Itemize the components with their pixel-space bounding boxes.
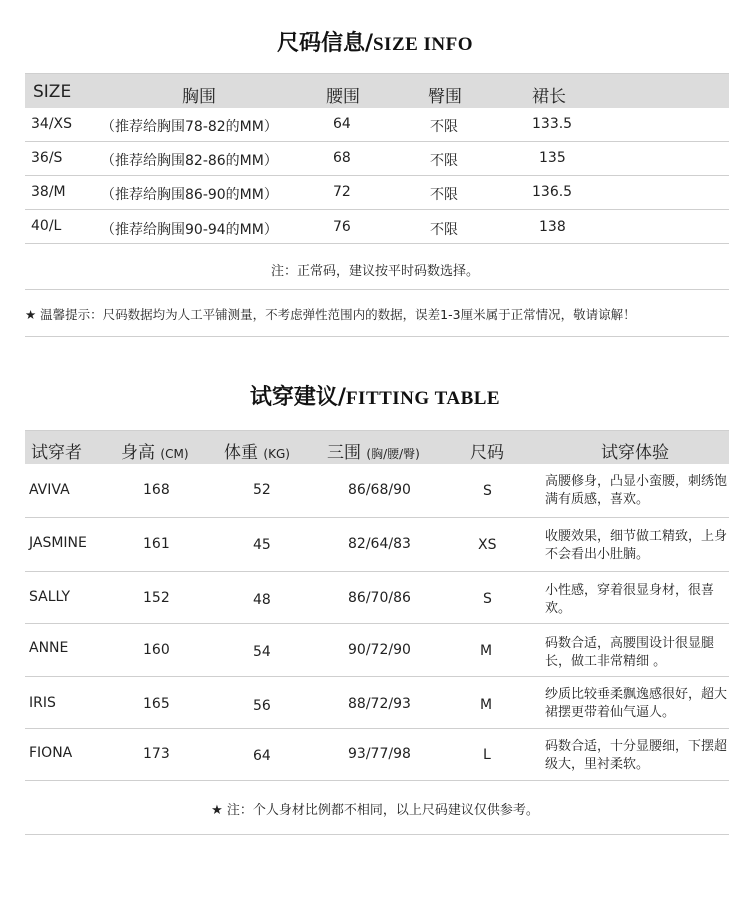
warm-tip: ★ 温馨提示：尺码数据均为人工平铺测量，不考虑弹性范围内的数据，误差1-3厘米属于正常情况，敬请谅解！: [25, 307, 636, 322]
fitting-row-size: XS: [478, 537, 497, 553]
fitting-row-measure: 88/72/93: [348, 696, 411, 712]
size-row-length: 135: [539, 150, 566, 166]
divider: [25, 336, 729, 337]
fitting-row-size: S: [483, 591, 492, 607]
waist-col-header: 腰围: [326, 87, 360, 107]
size-row-length: 136.5: [532, 184, 573, 200]
fitting-row-height: 161: [143, 536, 170, 552]
size-row-size: 34/XS: [31, 116, 73, 132]
fitting-row-size: M: [480, 697, 493, 713]
fitting-row-measure: 82/64/83: [348, 536, 411, 552]
fitting-note: ★ 注：个人身材比例都不相同，以上尺码建议仅供参考。: [211, 803, 539, 818]
height-col-label: 身高: [121, 443, 155, 463]
fitting-row-name: JASMINE: [29, 535, 87, 551]
row-divider: [25, 141, 729, 142]
bust-col-header: 胸围: [182, 87, 216, 107]
row-divider: [25, 676, 729, 677]
fitting-row-measure: 86/68/90: [348, 482, 411, 498]
fitting-row-measure: 90/72/90: [348, 642, 411, 658]
fitting-row-name: FIONA: [29, 745, 73, 761]
fitting-row-height: 165: [143, 696, 170, 712]
experience-col-header: 试穿体验: [601, 443, 669, 463]
size-row-size: 36/S: [31, 150, 63, 166]
fitting-row-height: 152: [143, 590, 170, 606]
size-row-waist: 64: [333, 116, 351, 132]
size-row-waist: 72: [333, 184, 351, 200]
size-row-waist: 76: [333, 219, 351, 235]
size-row-hip: 不限: [430, 222, 458, 238]
size-row-length: 133.5: [532, 116, 573, 132]
fitting-row-name: IRIS: [29, 695, 56, 711]
divider: [25, 834, 729, 835]
fitting-row-height: 160: [143, 642, 170, 658]
row-divider: [25, 623, 729, 624]
row-divider: [25, 209, 729, 210]
size-row-hip: 不限: [430, 119, 458, 135]
length-col-header: 裙长: [532, 87, 566, 107]
height-col-header: [121, 438, 189, 463]
measure-col-unit: (胸/腰/臀): [366, 447, 420, 461]
size-row-bust: （推荐给胸围78-82的MM）: [101, 119, 278, 135]
fitting-row-name: AVIVA: [29, 482, 70, 498]
fitting-title: [0, 380, 750, 411]
fitting-row-measure: 86/70/86: [348, 590, 411, 606]
weight-col-header: [224, 438, 290, 463]
name-col-header: 试穿者: [31, 443, 82, 463]
fitting-row-name: ANNE: [29, 640, 69, 656]
fitting-row-experience: 小性感，穿着很显身材，很喜欢。: [545, 583, 715, 616]
size-row-size: 40/L: [31, 218, 62, 234]
measure-col-label: 三围: [327, 443, 361, 463]
fitting-row-weight: 48: [253, 592, 271, 608]
size-info-title-cn: 尺码信息/: [276, 31, 373, 56]
fitting-row-height: 168: [143, 482, 170, 498]
size-info-title: [0, 26, 750, 57]
fitting-row-weight: 45: [253, 537, 271, 553]
weight-col-unit: (KG): [263, 447, 290, 461]
row-divider: [25, 517, 729, 518]
fitting-row-measure: 93/77/98: [348, 746, 411, 762]
fitting-row-weight: 56: [253, 698, 271, 714]
fitting-title-en: FITTING TABLE: [345, 388, 501, 409]
fitting-row-name: SALLY: [29, 589, 71, 605]
size-row-bust: （推荐给胸围82-86的MM）: [101, 153, 278, 169]
fitting-title-cn: 试穿建议/: [249, 385, 346, 410]
size-row-bust: （推荐给胸围90-94的MM）: [101, 222, 278, 238]
measure-col-header: [327, 438, 420, 463]
size-info-title-en: SIZE INFO: [372, 34, 474, 55]
fitting-row-weight: 64: [253, 748, 271, 764]
fitting-row-size: L: [483, 747, 491, 763]
size-row-bust: （推荐给胸围86-90的MM）: [101, 187, 278, 203]
size-col-header: 尺码: [470, 443, 504, 463]
fitting-row-experience: 收腰效果，细节做工精致，上身不会看出小肚腩。: [545, 529, 728, 562]
fitting-row-experience: 码数合适，十分显腰细，下摆超级大，里衬柔软。: [545, 739, 728, 772]
height-col-unit: (CM): [160, 447, 189, 461]
fitting-row-height: 173: [143, 746, 170, 762]
size-col-header: SIZE: [33, 82, 72, 102]
row-divider: [25, 780, 729, 781]
size-row-length: 138: [539, 219, 566, 235]
size-row-size: 38/M: [31, 184, 66, 200]
row-divider: [25, 571, 729, 572]
hip-col-header: 臀围: [428, 87, 462, 107]
fitting-row-weight: 54: [253, 644, 271, 660]
fitting-row-size: M: [480, 643, 493, 659]
fitting-row-size: S: [483, 483, 492, 499]
row-divider: [25, 175, 729, 176]
divider: [25, 289, 729, 290]
row-divider: [25, 728, 729, 729]
size-note: 注：正常码，建议按平时码数选择。: [270, 264, 479, 279]
fitting-row-weight: 52: [253, 482, 271, 498]
size-row-hip: 不限: [430, 187, 458, 203]
fitting-row-experience: 纱质比较垂柔飘逸感很好，超大裙摆更带着仙气逼人。: [545, 687, 728, 720]
fitting-row-experience: 高腰修身，凸显小蛮腰，刺绣饱满有质感，喜欢。: [545, 474, 728, 507]
row-divider: [25, 243, 729, 244]
size-row-waist: 68: [333, 150, 351, 166]
weight-col-label: 体重: [224, 443, 258, 463]
fitting-row-experience: 码数合适，高腰围设计很显腿长，做工非常精细 。: [545, 636, 715, 669]
size-row-hip: 不限: [430, 153, 458, 169]
size-table-header: [25, 74, 729, 108]
